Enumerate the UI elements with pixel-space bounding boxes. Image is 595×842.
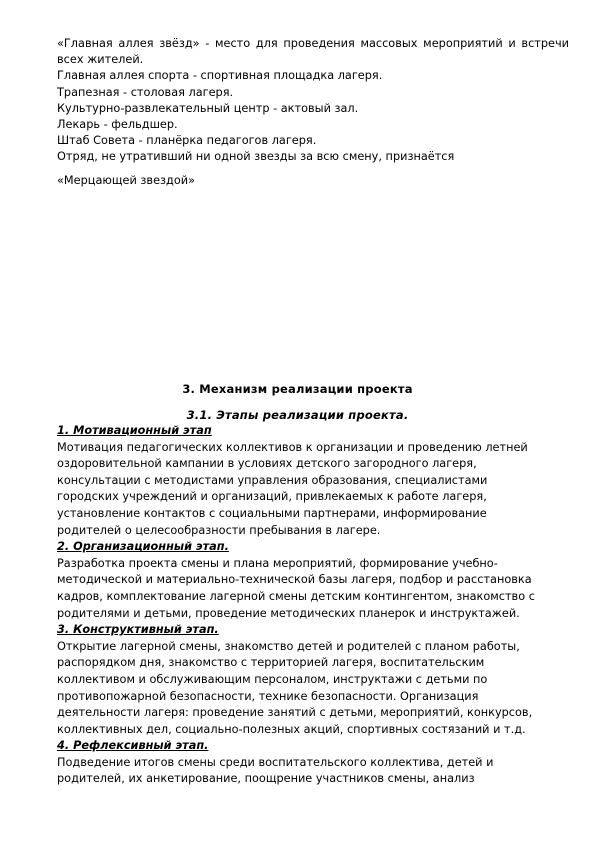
stage-2-line: Разработка проекта смены и плана мероприятий, формирование учебно-	[57, 556, 498, 570]
intro-line-dining: Трапезная - столовая лагеря.	[57, 85, 234, 99]
stage-3-line: Открытие лагерной смены, знакомство детей и родителей с планом работы,	[57, 639, 520, 653]
intro-line-healer: Лекарь - фельдшер.	[57, 118, 178, 132]
stage-4-line: Подведение итогов смены среди воспитательского коллектива, детей и	[57, 755, 494, 769]
stage-1-line: установление контактов с социальными партнерами, информирование	[57, 506, 487, 520]
section-title: 3. Механизм реализации проекта	[182, 382, 413, 396]
stage-4-line: родителей, их анкетирование, поощрение участников смены, анализ	[57, 772, 475, 786]
section-subtitle: 3.1. Этапы реализации проекта.	[186, 408, 409, 422]
intro-block	[57, 36, 569, 189]
stage-2-line: кадров, комплектование лагерной смены детским контингентом, знакомство с	[57, 589, 535, 603]
stage-3-line: коллективом и обслуживающим персоналом, инструктажи с детьми по	[57, 672, 488, 686]
stage-1-line: городских учреждений и организаций, привлекаемых к работе лагеря,	[57, 490, 487, 504]
intro-line-council-hq: Штаб Совета - планёрка педагогов лагеря.	[57, 134, 317, 148]
intro-line-culture-center: Культурно-развлекательный центр - актовый зал.	[57, 101, 359, 115]
stage-2-title: 2. Организационный этап.	[57, 540, 229, 554]
stage-1-line: Мотивация педагогических коллективов к организации и проведению летней	[57, 440, 528, 454]
intro-line-sport-alley: Главная аллея спорта - спортивная площадка лагеря.	[57, 69, 383, 83]
stage-3-line: распорядком дня, знакомство с территорией лагеря, воспитательским	[57, 656, 485, 670]
intro-line-main-alley: «Главная аллея звёзд» - место для проведения массовых мероприятий и встречи всех жителей.	[57, 37, 569, 67]
stage-3-line: противопожарной безопасности, технике безопасности. Организация	[57, 689, 479, 703]
stage-4-title: 4. Рефлексивный этап.	[57, 739, 209, 753]
stage-2-line: методической и материально-технической базы лагеря, подбор и расстановка	[57, 573, 532, 587]
stage-3-line: деятельности лагеря: проведение занятий с детьми, мероприятий, конкурсов,	[57, 706, 533, 720]
stage-2-line: родителями и детьми, проведение методических планерок и инструктажей.	[57, 606, 520, 620]
stage-1-line: консультации с методистами управления образования, специалистами	[57, 473, 488, 487]
stage-1-line: родителей о целесообразности пребывания в лагере.	[57, 523, 381, 537]
stage-3-line: коллективных дел, социально-полезных акций, спортивных состязаний и т.д.	[57, 722, 526, 736]
stage-3-title: 3. Конструктивный этап.	[57, 623, 219, 637]
intro-line-squad: Отряд, не утративший ни одной звезды за всю смену, признаётся	[57, 150, 455, 164]
stage-1-line: оздоровительной кампании в условиях детского загородного лагеря,	[57, 457, 477, 471]
stages-block	[57, 423, 572, 788]
stage-1-title: 1. Мотивационный этап	[57, 424, 212, 437]
intro-line-shining-star: «Мерцающей звездой»	[57, 173, 196, 187]
